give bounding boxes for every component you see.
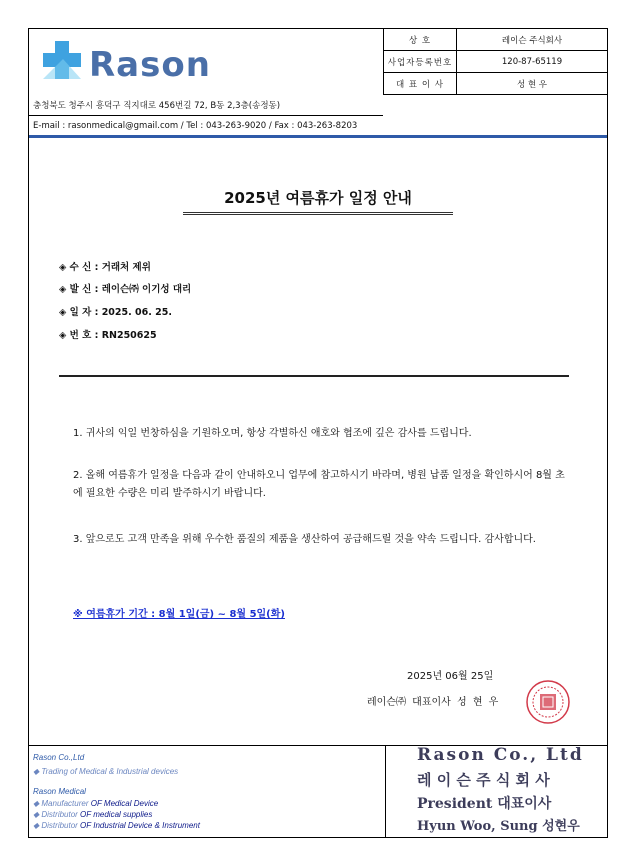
- title-underline: [183, 212, 453, 217]
- info-value: 성 현 우: [457, 73, 608, 95]
- meta-date: ◈ 일 자 : 2025. 06. 25.: [59, 307, 173, 318]
- footer-trading-line: ◆ Trading of Medical & Industrial devices: [33, 767, 179, 776]
- footer-stamp-line-1: Rason Co., Ltd: [417, 745, 584, 765]
- info-value: 120-87-65119: [457, 51, 608, 73]
- body-divider: [59, 375, 569, 377]
- meta-sender: ◈ 발 신 : 레이슨㈜ 이기성 대리: [59, 284, 192, 295]
- medical-cross-icon: [41, 39, 87, 85]
- paragraph-3: 3. 앞으로도 고객 만족을 위해 우수한 품질의 제품을 생산하여 공급해드릴 것을 약속 드립니다. 감사합니다.: [73, 534, 536, 545]
- company-seal-stamp: [525, 679, 571, 725]
- logo-text: Rason: [89, 45, 211, 85]
- document-title: 2025년 여름휴가 일정 안내: [224, 189, 412, 207]
- footer-stamp-line-2: 레 이 슨 주 식 회 사: [417, 771, 550, 789]
- info-key: 대 표 이 사: [384, 73, 457, 95]
- info-row: [384, 29, 608, 51]
- footer-column-divider: [385, 745, 386, 837]
- info-key: 사업자등록번호: [384, 51, 457, 73]
- footer-business-line: ◆ Distributor OF medical supplies: [33, 810, 153, 819]
- company-address: 충청북도 청주시 흥덕구 직지대로 456번길 72, B동 2,3층(송정동): [33, 101, 281, 111]
- paragraph-1: 1. 귀사의 익일 번창하심을 기원하오며, 항상 각별하신 애호와 협조에 깊은 감사를 드립니다.: [73, 428, 472, 439]
- vacation-period-notice: ※ 여름휴가 기간 : 8월 1일(금) ~ 8월 5일(화): [73, 609, 285, 620]
- document-frame: [28, 28, 608, 838]
- header-divider: [29, 115, 383, 116]
- company-logo: [41, 39, 221, 85]
- info-row: [384, 51, 608, 73]
- meta-number: ◈ 번 호 : RN250625: [59, 330, 157, 341]
- header-accent-bar: [29, 135, 607, 138]
- company-contact: E-mail : rasonmedical@gmail.com / Tel : 043-263-9020 / Fax : 043-263-8203: [33, 121, 358, 131]
- signer: 레이슨㈜ 대표이사 성 현 우: [367, 697, 499, 708]
- footer-medical-name: Rason Medical: [33, 787, 86, 796]
- footer-company-name: Rason Co.,Ltd: [33, 753, 85, 762]
- meta-recipient: ◈ 수 신 : 거래처 제위: [59, 262, 151, 273]
- info-key: 상 호: [384, 29, 457, 51]
- footer-stamp-line-4: Hyun Woo, Sung 성현우: [417, 819, 580, 834]
- info-row: [384, 73, 608, 95]
- info-value: 레이슨 주식회사: [457, 29, 608, 51]
- company-info-table: [383, 29, 607, 95]
- footer-stamp-line-3: President 대표이사: [417, 796, 552, 812]
- issue-date: 2025년 06월 25일: [407, 671, 494, 682]
- footer-business-line: ◆ Distributor OF Industrial Device & Instrument: [33, 821, 200, 830]
- footer-business-line: ◆ Manufacturer OF Medical Device: [33, 799, 159, 808]
- paragraph-2: 2. 올해 여름휴가 일정을 다음과 같이 안내하오니 업무에 참고하시기 바라며, 병원 납품 일정을 확인하시어 8월 초에 필요한 수량은 미리 발주하시기 바랍니다.: [73, 470, 565, 499]
